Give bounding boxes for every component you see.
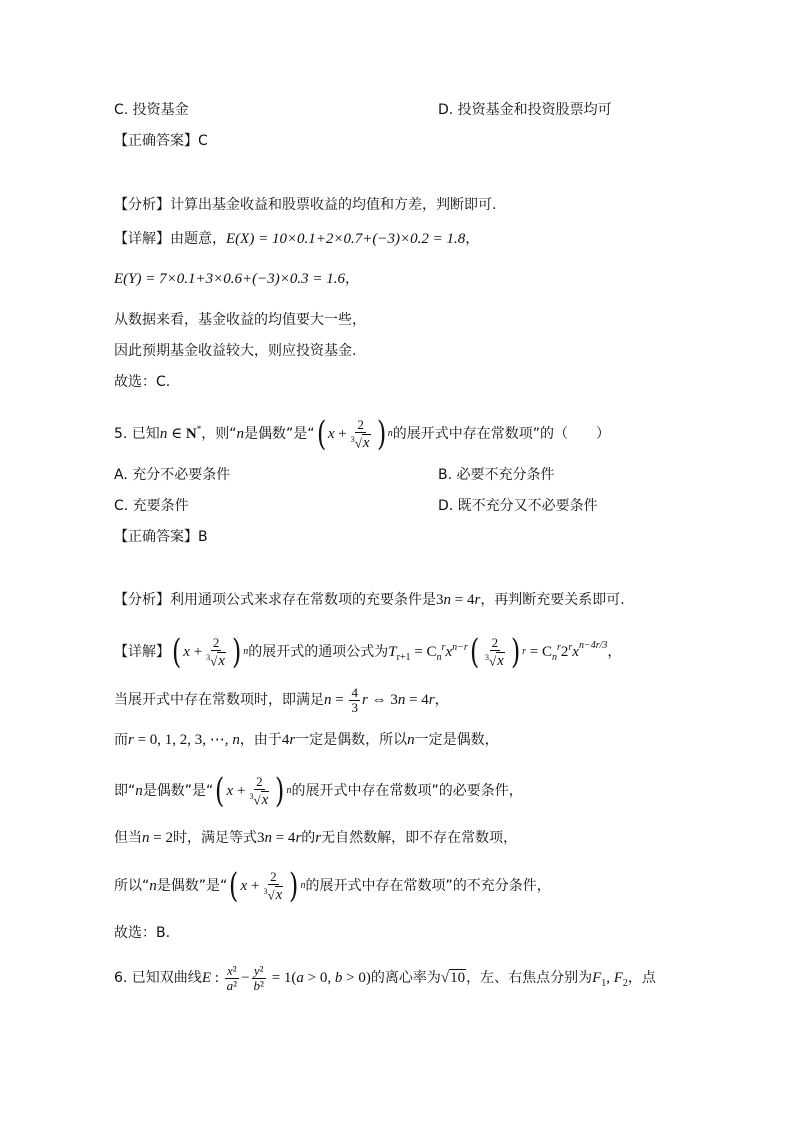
detail-text: ，由于 (239, 732, 282, 748)
detail-text: 的展开式的通项公式为 (248, 644, 389, 660)
ey-line: E(Y) = 7×0.1+3×0.6+(−3)×0.3 = 1.6， (114, 271, 359, 287)
stem-text: 5. 已知 (114, 426, 160, 442)
choose-5: 故选：B. (114, 925, 171, 941)
analysis-text: 【分析】利用通项公式来求存在常数项的充要条件是 (114, 592, 436, 608)
option-a: A. 充分不必要条件 (114, 467, 231, 483)
detail-line-3: 即“n是偶数”是“ ( x + $\frac{2}{^3√x}$ ) n 的展开式中存在常数项”的必要条件， (114, 771, 523, 811)
stem-text: 的展开式中存在常数项”的（ ） (392, 426, 611, 442)
ey-formula: E(Y) = 7×0.1+3×0.6+(−3)×0.3 = 1.6 (114, 271, 345, 287)
option-c: C. 充要条件 (114, 498, 189, 514)
option-b: B. 必要不充分条件 (438, 467, 555, 483)
detail-label: 【详解】由题意， (114, 231, 226, 247)
choose-4: 故选：C. (114, 374, 171, 390)
stem-text: 是偶数”是“ (244, 426, 315, 442)
stem-text: ，点 (627, 970, 656, 986)
stem-text: ，则“ (201, 426, 237, 442)
question-6-stem: 6. 已知双曲线E : $\frac{\text{x²}}{\text{a²}}$ − $\frac{\text{y²}}{\text{b²}}$ = 1(a > 0, b > 0)的离心率为√10，左、右焦点分别为$F_1$, $F_2$，点 (114, 962, 656, 993)
detail-text: 而 (114, 732, 128, 748)
detail-line-4: 但当n = 2时，满足等式3n = 4r的r无自然数解，即不存在常数项， (114, 830, 518, 846)
analysis-text: ，再判断充要关系即可. (480, 592, 625, 608)
detail-label: 【详解】 (114, 644, 170, 660)
detail-5: 【详解】 ( x + $\frac{2}{^3√x}$ ) n 的展开式的通项公式为$T_{r+1} = C_n^rx^{n-r}$ ( $\frac{2}{^3√x}$ ) r = $C_n^r2^rx^{n-4r/3}$， (114, 632, 622, 672)
binomial-expr: ( x + $\frac{2}{^3√x}$ ) n (316, 414, 393, 454)
detail-text: 当展开式中存在常数项时，即满足 (114, 692, 324, 708)
detail-text: 但当 (114, 830, 142, 846)
detail-line-5: 所以“n是偶数”是“ ( x + $\frac{2}{^3√x}$ ) n 的展开式中存在常数项”的不充分条件， (114, 866, 551, 906)
stem-text: 6. 已知双曲线 (114, 970, 202, 986)
question-5-stem: 5. 已知n ∈ N*，则“n是偶数”是“ ( x + $\frac{2}{^3√x}$ ) n 的展开式中存在常数项”的（ ） (114, 414, 611, 454)
option-d: D. 既不充分又不必要条件 (438, 498, 598, 514)
text-line: 从数据来看，基金收益的均值要大一些， (114, 312, 366, 328)
detail-line-2: 而r = 0, 1, 2, 3, ⋯, n，由于4r一定是偶数，所以n一定是偶数， (114, 732, 499, 748)
answer-4: 【正确答案】C (114, 133, 208, 149)
option-c: C. 投资基金 (114, 102, 189, 118)
detail-text: 时，满足等式 (172, 830, 257, 846)
detail-text: 的 (301, 830, 316, 846)
analysis-5: 【分析】利用通项公式来求存在常数项的充要条件是3n = 4r，再判断充要关系即可. (114, 592, 625, 608)
detail-text: 是偶数”是“ (156, 878, 228, 894)
detail-text: 无自然数解，即不存在常数项， (321, 830, 518, 846)
detail-text: 即“ (114, 783, 136, 799)
answer-5: 【正确答案】B (114, 529, 208, 545)
stem-text: ，左、右焦点分别为 (466, 970, 593, 986)
text-line: 因此预期基金收益较大，则应投资基金. (114, 343, 357, 359)
analysis-4: 【分析】计算出基金收益和股票收益的均值和方差，判断即可. (114, 197, 497, 213)
detail-line-1: 当展开式中存在常数项时，即满足n = $\frac{4}{3}$ r ⇔ 3n = 4r， (114, 684, 449, 715)
option-d: D. 投资基金和投资股票均可 (438, 102, 612, 118)
detail-text: 一定是偶数， (414, 732, 499, 748)
detail-4: 【详解】由题意，E(X) = 10×0.1+2×0.7+(−3)×0.2 = 1.8， (114, 231, 480, 247)
detail-text: 所以“ (114, 878, 150, 894)
detail-text: 的展开式中存在常数项”的不充分条件， (305, 878, 551, 894)
ex-formula: E(X) = 10×0.1+2×0.7+(−3)×0.2 = 1.8 (226, 231, 466, 247)
stem-text: 的离心率为 (370, 970, 441, 986)
detail-text: 一定是偶数，所以 (295, 732, 408, 748)
detail-text: 是偶数”是“ (142, 783, 214, 799)
detail-text: 的展开式中存在常数项”的必要条件， (291, 783, 523, 799)
